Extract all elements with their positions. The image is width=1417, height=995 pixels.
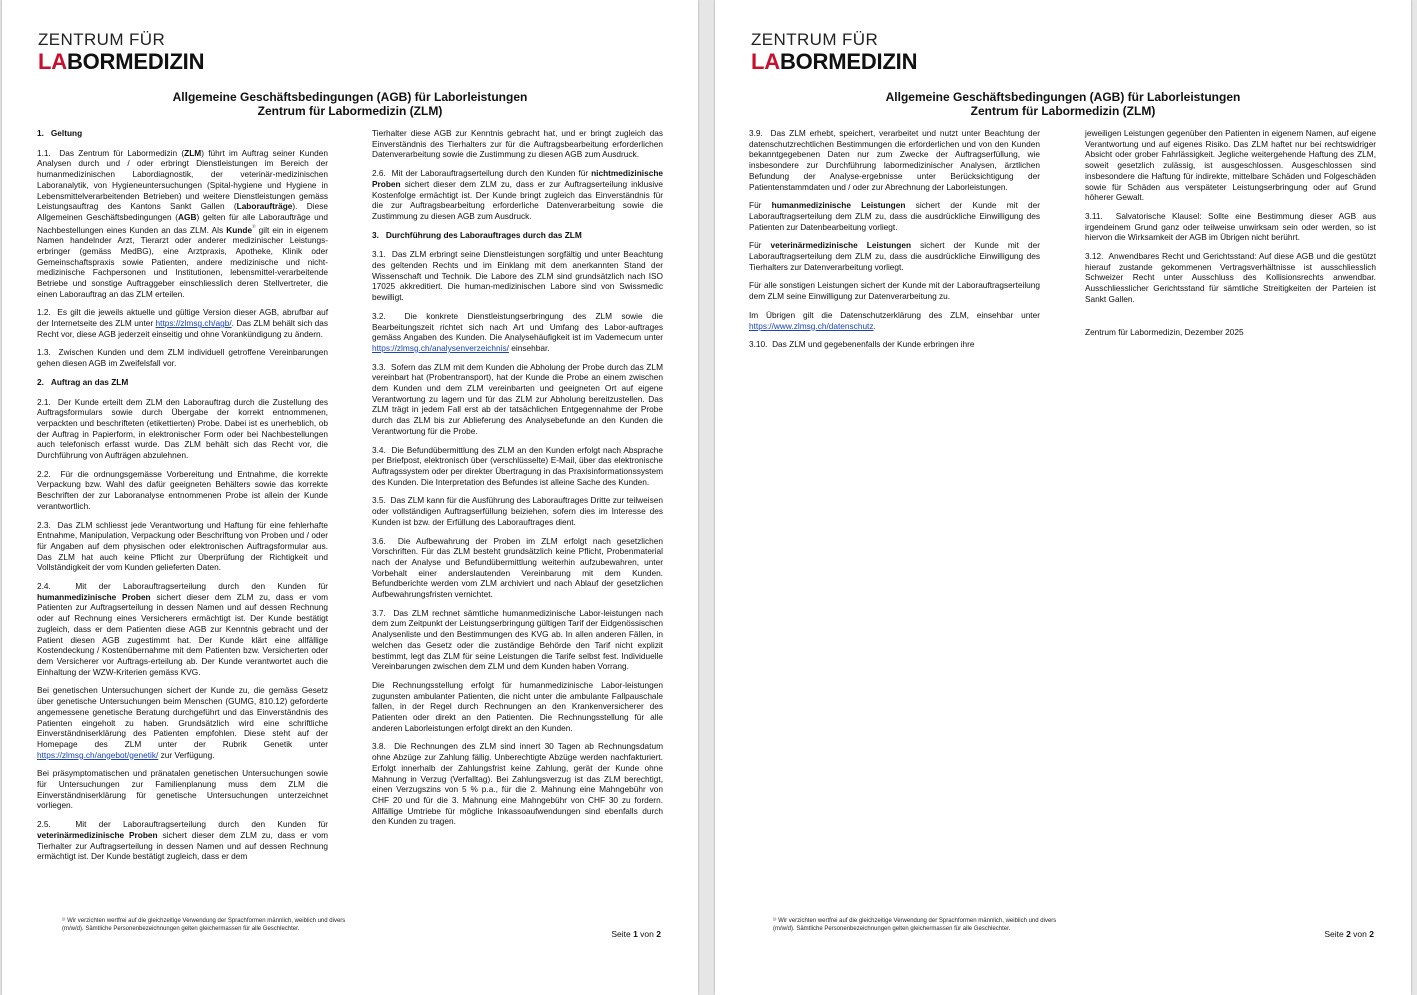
clause-2-4: 2.4. Mit der Laborauftragserteilung durch den Kunden für humanmedizinische Proben sichert dieser dem ZLM zu, dass er vom Patienten zur Auftragserteilung in dessen Namen und auf dessen Rechnung oder auf Rechnung eines Versicherers ermächtigt ist. Der Kunde bestätigt zugleich, dass er dem Patienten diese AGB zur Kenntnis gebracht und der Patient diesen AGB zugestimmt hat. Der Kunde klärt eine allfällige Kostendeckung / Kostenübernahme mit dem Patienten bzw. Versicherten oder dem Versicherer vor Auftrags-erteilung ab. Der Kunde verantwortet auch die Einhaltung der WZW-Kriterien gemäss KVG. [37,581,328,677]
clause-3-12: 3.12. Anwendbares Recht und Gerichtsstand: Auf diese AGB und die gestützt hierauf zustande gekommenen Vertragsverhältnisse ist ausschliesslich Schweizer Recht unter Ausschluss des Kollisionsrechts anwendbar. Ausschliesslicher Gerichtsstand für sämtliche Streitigkeiten der Parteien ist Sankt Gallen. [1085,251,1376,304]
analysenverzeichnis-link[interactable]: https://zlmsg.ch/analysenverzeichnis/ [372,342,509,353]
logo-line-1: ZENTRUM FÜR [38,30,166,49]
clause-3-7: 3.7. Das ZLM rechnet sämtliche humanmedizinische Labor-leistungen nach dem zum Zeitpunkt der Leistungserbringung gültigen Tarif der Eidgenössischen Analysenliste und den Bestimmungen des KVG ab. In allen anderen Fällen, in welchen das Gesetz oder die zuständige Behörde den Tarif nicht explizit bestimmt, legt das ZLM für seine Leistungen die Tarife selbst fest. Individuelle Vereinbarungen zwischen dem ZLM und dem Kunden haben Vorrang. [372,607,663,672]
clause-2-4-prenatal: Bei präsymptomatischen und pränatalen genetischen Untersuchungen sowie für Untersuchungen zur Familienplanung muss dem ZLM die Einverständniserklärung für genetische Untersuchungen unterzeichnet vorliegen. [37,768,328,811]
logo-word: BORMEDIZIN [779,49,918,74]
clause-3-9-human: Für humanmedizinische Leistungen sichert der Kunde mit der Laborauftragserteilung dem ZLM zu, dass die ausdrückliche Einwilligung des Patienten zur Datenbearbeitung vorliegt. [749,200,1041,232]
logo-flask-icon: A [764,49,780,74]
clause-2-6: 2.6. Mit der Laborauftragserteilung durch den Kunden für nichtmedizinische Proben sichert dieser dem ZLM zu, dass er zur Auftragserteilung inklusive Kostenfolge ermächtigt ist. Der Kunde bringt zugleich das Einverständnis für die zur Auftragsbearbeitung erforderliche Datenverarbeitung sowie die Zustimmung zu diesen AGB zum Ausdruck. [372,168,663,221]
signoff: Zentrum für Labormedizin, Dezember 2025 [1085,326,1244,337]
page-number: Seite 1 von 2 [611,929,661,939]
footnote: ¹⁾ Wir verzichten wertfrei auf die gleichzeitige Verwendung der Sprachformen männlich, weiblich und divers (m/w/d). Sämtliche Personenbezeichnungen gelten gleichermassen für alle Geschlechter. [62,918,346,932]
logo-line-2 [38,49,204,75]
zlm-logo [38,31,204,75]
clause-3-7-billing: Die Rechnungsstellung erfolgt für humanmedizinische Labor-leistungen zugunsten ambulanter Patienten, die nicht unter die ambulante Fallpauschale fallen, in der Regel durch Rechnungen an den Krankenversicherer des Patienten oder direkt an den Patienten. Die Rechnungsstellung für alle anderen Laborleistungen erfolgt direkt an den Kunden. [372,679,663,733]
document-page-1 [2,0,698,995]
page-number: Seite 2 von 2 [1324,929,1374,939]
logo-accent-letter: L [38,49,52,74]
zlm-logo [751,31,917,75]
clause-2-5: 2.5. Mit der Laborauftragserteilung durch den Kunden für veterinärmedizinische Proben sichert dieser dem ZLM zu, dass er vom Tierhalter zur Auftragserteilung in dessen Namen und auf dessen Rechnung ermächtigt ist. Der Kunde bestätigt zugleich, dass er dem [37,819,328,862]
clause-3-1: 3.1. Das ZLM erbringt seine Dienstleistungen sorgfältig und unter Beachtung des geltenden Rechts und im Einklang mit dem anerkannten Stand der Wissenschaft und Technik. Die Labore des ZLM sind grundsätzlich nach ISO 17025 akkreditiert. Die human-medizinischen Labore sind von Swissmedic bewilligt. [372,249,663,303]
datenschutz-link[interactable]: https://www.zlmsg.ch/datenschutz [749,320,874,331]
footnote: ¹⁾ Wir verzichten wertfrei auf die gleichzeitige Verwendung der Sprachformen männlich, weiblich und divers (m/w/d). Sämtliche Personenbezeichnungen gelten gleichermassen für alle Geschlechter. [773,918,1057,932]
clause-3-4: 3.4. Die Befundübermittlung des ZLM an den Kunden erfolgt nach Absprache per Briefpost, elektronisch über (verschlüsselte) E-Mail, über das elektronische Auftragssystem oder per direkter Übertragung in das Praxisinformationssystem des Kunden. Die Interpretation des Befundes ist alleine Sache des Kunden. [372,444,663,487]
section-heading-3: 3. Durchführung des Laborauftrages durch das ZLM [372,229,582,240]
clause-1-3: 1.3. Zwischen Kunden und dem ZLM individuell getroffene Vereinbarungen gehen diesen AGB im Zweifelsfall vor. [37,347,328,369]
logo-flask-icon: A [51,49,67,74]
clause-2-1: 2.1. Der Kunde erteilt dem ZLM den Laborauftrag durch die Zustellung des Auftragsformulars sowie durch Übergabe der korrekt entnommenen, verpackten und beschrifteten (etikettierten) Probe. Dabei ist es unerheblich, ob der Auftrag in Papierform, in elektronischer Form oder bei Nachbestellungen auch telefonisch erfasst wurde. Das ZLM behält sich das Recht vor, die Durchführung von Aufträgen abzulehnen. [37,396,328,461]
clause-3-9: 3.9. Das ZLM erhebt, speichert, verarbeitet und nutzt unter Beachtung der datenschutzrechtlichen Bestimmungen die erforderlichen und von den Kunden bekanntgegebenen Daten nur zum Zwecke der Auftragserfüllung, wie insbesondere zur Durchführung labormedizinischer Analysen, ärztlichen Befundung der Analyse-ergebnisse unter Berücksichtigung der Patientenstammdaten und / oder zur Abrechnung der Laborleistungen. [749,128,1040,192]
clause-3-5: 3.5. Das ZLM kann für die Ausführung des Laborauftrages Dritte zur teilweisen oder vollständigen Auftragserfüllung beiziehen, sofern dies im Interesse des Kunden ist bzw. der Erfüllung des Laborauftrages dient. [372,495,663,527]
section-heading-2: 2. Auftrag an das ZLM [37,376,129,387]
logo-word: BORMEDIZIN [66,49,205,74]
page2-column-right [1085,128,1376,345]
logo-line-2 [751,49,917,75]
section-heading-1: 1. Geltung [37,128,83,138]
clause-3-9-other: Für alle sonstigen Leistungen sichert der Kunde mit der Laborauftragserteilung dem ZLM seine Einwilligung zur Datenverarbeitung zu. [749,280,1040,302]
clause-2-5-cont: Tierhalter diese AGB zur Kenntnis gebracht hat, und er bringt zugleich das Einverständnis des Tierhalters zur für die Auftragsbearbeitung erforderlichen Datenverarbeitung sowie die Zustimmung zu diesen AGB zum Ausdruck. [372,128,663,160]
clause-2-2: 2.2. Für die ordnungsgemässe Vorbereitung und Entnahme, die korrekte Verpackung bzw. Wahl des dafür geeigneten Behälters sowie das korrekte Beschriften der zur Laboranalyse entnommenen Probe ist allein der Kunde verantwortlich. [37,468,328,511]
clause-3-11: 3.11. Salvatorische Klausel: Sollte eine Bestimmung dieser AGB aus irgendeinem Grund ganz oder teilweise unwirksam sein oder werden, so ist hiervon die Wirksamkeit der AGB im Übrigen nicht berührt. [1085,210,1376,243]
clause-3-6: 3.6. Die Aufbewahrung der Proben im ZLM erfolgt nach gesetzlichen Vorschriften. Für das ZLM besteht grundsätzlich keine Pflicht, Probenmaterial nach der Analyse und Befundübermittlung weiterhin aufzubewahren, unter Vorbehalt einer anderslautenden Vereinbarung mit dem Kunden. Befundberichte werden vom ZLM archiviert und nach Ablauf der gesetzlichen Aufbewahrungsfristen vernichtet. [372,535,663,600]
document-title [715,90,1411,118]
title-line-2: Zentrum für Labormedizin (ZLM) [257,104,443,118]
logo-line-1: ZENTRUM FÜR [751,30,879,49]
clause-2-4-genetics: Bei genetischen Untersuchungen sichert der Kunde zu, die gemäss Gesetz über genetische Untersuchungen beim Menschen (GUMG, 810.12) geforderte angemessene genetische Beratung durchgeführt und das Einverständnis des Patienten eingeholt zu haben. Grundsätzlich wird eine schriftliche Einverständniserklärung des Patienten empfohlen. Diese steht auf der Homepage des ZLM unter der Rubrik Genetik unter https://zlmsg.ch/angebot/genetik/ zur Verfügung. [37,685,328,760]
document-title [2,90,698,118]
title-line-2: Zentrum für Labormedizin (ZLM) [970,104,1156,118]
title-line-1: Allgemeine Geschäftsbedingungen (AGB) für Laborleistungen [885,90,1241,104]
clause-1-1: 1.1. Das Zentrum für Labormedizin (ZLM) führt im Auftrag seiner Kunden Analysen durch und / oder erbringt Dienstleistungen im Bereich der humanmedizinischen Labordiagnostik, der veterinär-medizinischen Laboranalytik, von Hygieneuntersuchungen (Spital-hygiene und Hygiene in Lebensmittelverarbeitenden Betrieben) und weitere Dienstleistungen gemäss Leistungsauftrag des Kantons Sankt Gallen (Laboraufträge). Diese Allgemeinen Geschäftsbedingungen (AGB) gelten für alle Laboraufträge und Nachbestellungen eines Kunden an das ZLM. Als Kunde$^{^{1)}}$ gilt ein in eigenem Namen handelnder Arzt, Tierarzt oder anderer medizinischer Leistungs-erbringer (gemäss MedBG), eine Arztpraxis, Apotheke, Klinik oder Gemeinschaftspraxis sowie Patienten, andere medizinische und nicht-medizinische Fachpersonen und Institutionen, lebensmittel-verarbeitende Betriebe und sonstige Auftraggeber einschliesslich deren Stellvertreter, die einen Laborauftrag an das ZLM erteilen. [37,147,328,299]
page2-column-left [749,128,1040,358]
clause-3-8: 3.8. Die Rechnungen des ZLM sind innert 30 Tagen ab Rechnungsdatum ohne Abzüge zur Zahlung fällig. Unberechtigte Abzüge werden nachfakturiert. Erfolgt innerhalb der Zahlungsfrist keine Zahlung, gerät der Kunde ohne Mahnung in Verzug (Verfalltag). Bei Zahlungsverzug ist das ZLM berechtigt, einen Verzugszins von 5 % p.a., für die 2. Mahnung eine Mahngebühr von CHF 20 und für die 3. Mahnung eine Mahngebühr von CHF 30 zu fordern. Allfällige Umtriebe für mögliche Inkassoaufwendungen sind ebenfalls durch den Kunden zu tragen. [372,741,663,827]
clause-3-10: 3.10. Das ZLM und gegebenenfalls der Kunde erbringen ihre [749,339,975,350]
agb-link[interactable]: https://zlmsg.ch/agb/ [155,318,232,329]
clause-3-2: 3.2. Die konkrete Dienstleistungserbringung des ZLM sowie die Bearbeitungszeit richtet sich nach Art und Umfang des Labor-auftrages gemäss Angaben des Kunden. Die Analysehäufigkeit ist im Vademecum unter https://zlmsg.ch/analysenverzeichnis/ einsehbar. [372,310,663,353]
page1-column-right [372,128,663,835]
clause-3-9-privacy: Im Übrigen gilt die Datenschutzerklärung des ZLM, einsehbar unter https://www.zlmsg.ch/datenschutz. [749,309,1040,331]
genetik-link[interactable]: https://zlmsg.ch/angebot/genetik/ [37,749,159,760]
document-page-2 [715,0,1411,995]
title-line-1: Allgemeine Geschäftsbedingungen (AGB) für Laborleistungen [172,90,528,104]
page1-column-left [37,128,328,870]
clause-3-3: 3.3. Sofern das ZLM mit dem Kunden die Abholung der Probe durch das ZLM vereinbart hat (Probentransport), hat der Kunde die Probe an einem zwischen dem Kunden und dem ZLM vereinbarten und geeigneten Ort auf eigene Verantwortung zu lagern und für das ZLM zur Abholung bereitzustellen. Das ZLM trägt in jedem Fall erst ab der tatsächlichen Entgegennahme der Probe durch das ZLM bis zur Ablieferung des Analysebefunde an den Kunden die Verantwortung für die Probe. [372,361,663,436]
clause-1-2: 1.2. Es gilt die jeweils aktuelle und gültige Version dieser AGB, abrufbar auf der Internetseite des ZLM unter https://zlmsg.ch/agb/. Das ZLM behält sich das Recht vor, diese AGB jederzeit einseitig und ohne Vorankündigung zu ändern. [37,307,329,339]
clause-3-9-vet: Für veterinärmedizinische Leistungen sichert der Kunde mit der Laborauftragserteilung dem ZLM zu, dass die ausdrückliche Einwilligung des Tierhalters zur Datenverarbeitung vorliegt. [749,240,1040,272]
clause-3-10-cont: jeweiligen Leistungen gegenüber den Patienten in eigenem Namen, auf eigene Verantwortung und auf eigenes Risiko. Das ZLM haftet nur bei rechtswidriger Absicht oder grober Fahrlässigkeit. Jegliche weitergehende Haftung des ZLM, soweit gesetzlich zulässig, ist ausgeschlossen. Ausgeschlossen sind insbesondere die Haftung für indirekte, mittelbare Schäden und Folgeschäden sowie für Schäden aus verspäteter Leistungserbringung oder auf Grund höherer Gewalt. [1085,128,1376,203]
logo-accent-letter: L [751,49,765,74]
clause-2-3: 2.3. Das ZLM schliesst jede Verantwortung und Haftung für eine fehlerhafte Entnahme, Manipulation, Verpackung oder Beschriftung von Proben und / oder für Angaben auf dem physischen oder elektronischen Auftragsformular aus. Das ZLM hat auch keine Pflicht zur Überprüfung der Richtigkeit und Vollständigkeit der vom Kunden gelieferten Daten. [37,519,328,573]
